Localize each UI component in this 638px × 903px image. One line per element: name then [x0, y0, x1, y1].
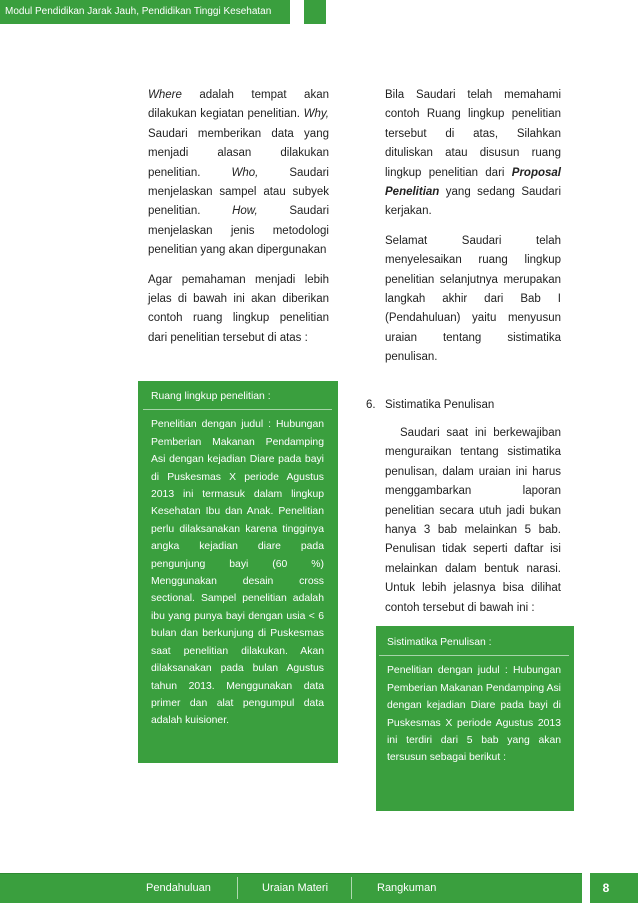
scope-box-body: Penelitian dengan judul : Hubungan Pemberian Makanan Pendamping Asi dengan kejadian Diare pada bayi di Puskesmas X periode Agustus 2013 ini termasuk dalam lingkup Kesehatan Ibu dan Anak. Penelitian perlu dilaksanakan karena tingginya angka kejadian diare pada pengunjung bayi (60 %) Menggunakan desain cross sectional. Sampel penelitian adalah ibu yang punya bayi dengan usia < 6 bulan dan berkunjung di Puskesmas saat penelitian dilakukan. Akan dilaksanakan pada bulan Agustus tahun 2013. Menggunakan data primer dan alat pengumpul data adalah kuisioner. — [151, 419, 324, 727]
right-p1-text-b: yang sedang Saudari kerjakan. — [385, 186, 561, 218]
footer-tab-pendahuluan[interactable]: Pendahuluan — [146, 882, 211, 894]
how-text: Saudari menjelaskan jenis metodologi penelitian yang akan dipergunakan — [148, 205, 329, 257]
scope-box-divider — [143, 409, 332, 410]
systematics-box-divider — [379, 655, 569, 656]
right-paragraph-2: Selamat Saudari telah menyelesaikan ruang lingkup penelitian selanjutnya merupakan langkah akhir dari Bab I (Pendahuluan) yaitu menyusun uraian tentang sistimatika penulisan. — [385, 234, 561, 364]
who-term: Who, — [231, 166, 259, 179]
left-paragraph-2: Agar pemahaman menjadi lebih jelas di bawah ini akan diberikan contoh ruang lingkup penelitian dari penelitian tersebut di atas : — [148, 273, 329, 344]
scope-box-title: Ruang lingkup penelitian : — [151, 391, 271, 402]
footer-divider — [237, 877, 238, 899]
systematics-box-title: Sistimatika Penulisan : — [387, 637, 492, 648]
section-title: Sistimatika Penulisan — [385, 399, 495, 411]
how-term: How, — [232, 205, 258, 218]
where-term: Where — [148, 89, 182, 101]
who-text: Saudari menjelaskan sampel atau subyek penelitian. — [148, 166, 329, 218]
right-paragraph-3: Saudari saat ini berkewajiban menguraikan tentang sistimatika penulisan, dalam uraian ini harus menggambarkan laporan penelitian secara utuh jadi bukan hanya 3 bab melainkan 5 bab. Penulisan tidak seperti daftar isi melainkan dalam bentuk narasi. Untuk lebih jelasnya bisa dilihat contoh tersebut di bawah ini : — [385, 427, 561, 614]
right-column — [385, 86, 561, 378]
section-heading-6 — [366, 396, 494, 415]
right-column-lower — [385, 424, 561, 628]
header-title: Modul Pendidikan Jarak Jauh, Pendidikan Tinggi Kesehatan — [0, 0, 290, 24]
systematics-box-body: Penelitian dengan judul : Hubungan Pemberian Makanan Pendamping Asi dengan kejadian Diare pada bayi di Puskesmas X periode Agustus 2013 ini terdiri dari 5 bab yang akan tersusun sebagai berikut : — [387, 665, 561, 764]
footer-nav — [0, 873, 638, 903]
why-text: Saudari memberikan data yang menjadi alasan dilakukan penelitian. — [148, 127, 329, 179]
page-number: 8 — [602, 881, 610, 895]
footer-gap — [582, 873, 590, 903]
systematics-example-box — [376, 626, 574, 811]
left-paragraph-1 — [148, 86, 329, 261]
header-accent-block — [304, 0, 326, 24]
where-text: adalah tempat akan dilakukan kegiatan penelitian. — [148, 89, 329, 121]
why-term: Why, — [303, 108, 329, 121]
footer-divider — [351, 877, 352, 899]
right-paragraph-1 — [385, 86, 561, 222]
right-p1-text-a: Bila Saudari telah memahami contoh Ruang lingkup penelitian tersebut di atas, Silahkan dituliskan atau disusun ruang lingkup penelitian dari — [385, 89, 561, 179]
footer-tab-uraian-materi[interactable]: Uraian Materi — [262, 882, 329, 894]
proposal-term: Proposal Penelitian — [385, 166, 561, 199]
footer-tab-rangkuman[interactable]: Rangkuman — [377, 882, 437, 894]
left-column — [148, 86, 329, 358]
scope-example-box — [138, 381, 338, 763]
section-number: 6. — [366, 399, 376, 411]
